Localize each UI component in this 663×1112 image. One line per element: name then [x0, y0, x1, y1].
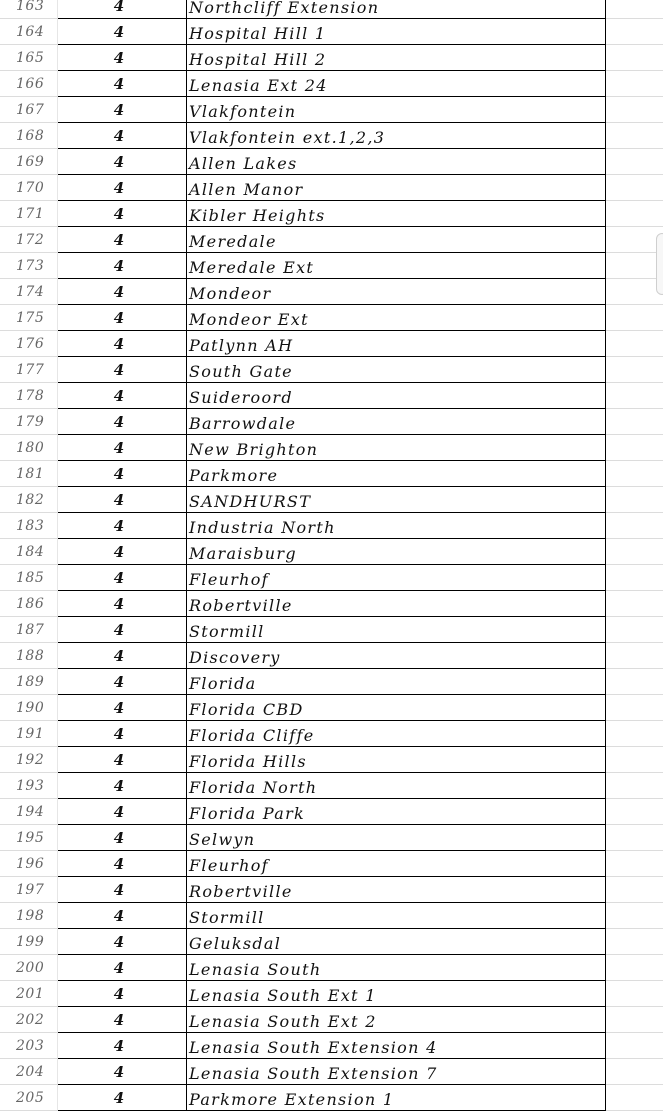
- region-cell[interactable]: 4: [58, 175, 187, 201]
- empty-cell[interactable]: [606, 565, 663, 591]
- region-cell[interactable]: 4: [58, 825, 187, 851]
- empty-cell[interactable]: [606, 747, 663, 773]
- suburb-name-cell[interactable]: Selwyn: [187, 825, 606, 851]
- region-cell[interactable]: 4: [58, 227, 187, 253]
- suburb-name-cell[interactable]: Florida Cliffe: [187, 721, 606, 747]
- suburb-name-cell[interactable]: Stormill: [187, 617, 606, 643]
- region-cell[interactable]: 4: [58, 513, 187, 539]
- table-row: [0, 253, 663, 279]
- empty-cell[interactable]: [606, 227, 663, 253]
- suburb-name-cell[interactable]: Florida Park: [187, 799, 606, 825]
- table-row: [0, 19, 663, 45]
- row-number[interactable]: 190: [0, 695, 58, 721]
- table-row: [0, 1033, 663, 1059]
- row-number[interactable]: 202: [0, 1007, 58, 1033]
- region-cell[interactable]: 4: [58, 955, 187, 981]
- row-number[interactable]: 171: [0, 201, 58, 227]
- row-number[interactable]: 178: [0, 383, 58, 409]
- row-number[interactable]: 186: [0, 591, 58, 617]
- row-number[interactable]: 183: [0, 513, 58, 539]
- row-number[interactable]: 191: [0, 721, 58, 747]
- suburb-name-cell[interactable]: Industria North: [187, 513, 606, 539]
- suburb-name-cell[interactable]: Fleurhof: [187, 851, 606, 877]
- table-row: [0, 227, 663, 253]
- row-number[interactable]: 193: [0, 773, 58, 799]
- region-cell[interactable]: 4: [58, 695, 187, 721]
- region-cell[interactable]: 4: [58, 851, 187, 877]
- suburb-name-cell[interactable]: Meredale Ext: [187, 253, 606, 279]
- suburb-name-cell[interactable]: Vlakfontein: [187, 97, 606, 123]
- suburb-name-cell[interactable]: Robertville: [187, 591, 606, 617]
- empty-cell[interactable]: [606, 539, 663, 565]
- region-cell[interactable]: 4: [58, 149, 187, 175]
- empty-cell[interactable]: [606, 487, 663, 513]
- table-row: [0, 71, 663, 97]
- table-row: [0, 201, 663, 227]
- table-row: [0, 669, 663, 695]
- empty-cell[interactable]: [606, 279, 663, 305]
- table-row: [0, 1085, 663, 1111]
- empty-cell[interactable]: [606, 201, 663, 227]
- suburb-name-cell[interactable]: South Gate: [187, 357, 606, 383]
- suburb-name-cell[interactable]: New Brighton: [187, 435, 606, 461]
- empty-cell[interactable]: [606, 175, 663, 201]
- region-cell[interactable]: 4: [58, 565, 187, 591]
- empty-cell[interactable]: [606, 695, 663, 721]
- table-row: [0, 851, 663, 877]
- empty-cell[interactable]: [606, 643, 663, 669]
- table-row: [0, 903, 663, 929]
- region-cell[interactable]: 4: [58, 617, 187, 643]
- empty-cell[interactable]: [606, 877, 663, 903]
- row-number[interactable]: 199: [0, 929, 58, 955]
- region-cell[interactable]: 4: [58, 71, 187, 97]
- table-row: [0, 305, 663, 331]
- region-cell[interactable]: 4: [58, 0, 187, 19]
- suburb-name-cell[interactable]: Lenasia Ext 24: [187, 71, 606, 97]
- empty-cell[interactable]: [606, 981, 663, 1007]
- suburb-name-cell[interactable]: Barrowdale: [187, 409, 606, 435]
- empty-cell[interactable]: [606, 669, 663, 695]
- row-number[interactable]: 198: [0, 903, 58, 929]
- table-row: [0, 409, 663, 435]
- table-row: [0, 279, 663, 305]
- empty-cell[interactable]: [606, 71, 663, 97]
- empty-cell[interactable]: [606, 19, 663, 45]
- suburb-name-cell[interactable]: Allen Manor: [187, 175, 606, 201]
- row-number[interactable]: 172: [0, 227, 58, 253]
- suburb-name-cell[interactable]: SANDHURST: [187, 487, 606, 513]
- table-row: [0, 773, 663, 799]
- row-number[interactable]: 167: [0, 97, 58, 123]
- table-row: [0, 513, 663, 539]
- table-row: [0, 97, 663, 123]
- table-row: [0, 981, 663, 1007]
- empty-cell[interactable]: [606, 591, 663, 617]
- empty-cell[interactable]: [606, 45, 663, 71]
- region-cell[interactable]: 4: [58, 123, 187, 149]
- table-row: [0, 825, 663, 851]
- suburb-name-cell[interactable]: Kibler Heights: [187, 201, 606, 227]
- row-number[interactable]: 168: [0, 123, 58, 149]
- row-number[interactable]: 187: [0, 617, 58, 643]
- suburb-name-cell[interactable]: Vlakfontein ext.1,2,3: [187, 123, 606, 149]
- suburb-name-cell[interactable]: Mondeor Ext: [187, 305, 606, 331]
- empty-cell[interactable]: [606, 357, 663, 383]
- empty-cell[interactable]: [606, 929, 663, 955]
- region-cell[interactable]: 4: [58, 279, 187, 305]
- table-row: [0, 799, 663, 825]
- suburb-name-cell[interactable]: Suideroord: [187, 383, 606, 409]
- region-cell[interactable]: 4: [58, 487, 187, 513]
- region-cell[interactable]: 4: [58, 97, 187, 123]
- region-cell[interactable]: 4: [58, 1007, 187, 1033]
- table-row: [0, 955, 663, 981]
- table-row: [0, 0, 663, 19]
- region-cell[interactable]: 4: [58, 19, 187, 45]
- empty-cell[interactable]: [606, 409, 663, 435]
- row-number[interactable]: 188: [0, 643, 58, 669]
- table-row: [0, 695, 663, 721]
- region-cell[interactable]: 4: [58, 669, 187, 695]
- empty-cell[interactable]: [606, 1007, 663, 1033]
- suburb-name-cell[interactable]: Hospital Hill 2: [187, 45, 606, 71]
- table-row: [0, 591, 663, 617]
- table-row: [0, 877, 663, 903]
- row-number[interactable]: 166: [0, 71, 58, 97]
- row-number[interactable]: 184: [0, 539, 58, 565]
- row-number[interactable]: 205: [0, 1085, 58, 1111]
- suburb-name-cell[interactable]: Lenasia South Extension 7: [187, 1059, 606, 1085]
- suburb-name-cell[interactable]: Florida North: [187, 773, 606, 799]
- suburb-name-cell[interactable]: Lenasia South Ext 1: [187, 981, 606, 1007]
- region-cell[interactable]: 4: [58, 981, 187, 1007]
- region-cell[interactable]: 4: [58, 331, 187, 357]
- table-row: [0, 45, 663, 71]
- region-cell[interactable]: 4: [58, 1059, 187, 1085]
- row-number[interactable]: 195: [0, 825, 58, 851]
- table-row: [0, 1007, 663, 1033]
- empty-cell[interactable]: [606, 149, 663, 175]
- region-cell[interactable]: 4: [58, 253, 187, 279]
- region-cell[interactable]: 4: [58, 357, 187, 383]
- row-number[interactable]: 200: [0, 955, 58, 981]
- empty-cell[interactable]: [606, 123, 663, 149]
- row-number[interactable]: 174: [0, 279, 58, 305]
- suburb-name-cell[interactable]: Maraisburg: [187, 539, 606, 565]
- suburb-name-cell[interactable]: Discovery: [187, 643, 606, 669]
- empty-cell[interactable]: [606, 721, 663, 747]
- region-cell[interactable]: 4: [58, 799, 187, 825]
- table-row: [0, 929, 663, 955]
- region-cell[interactable]: 4: [58, 461, 187, 487]
- table-row: [0, 383, 663, 409]
- table-row: [0, 331, 663, 357]
- table-row: [0, 721, 663, 747]
- suburb-name-cell[interactable]: Geluksdal: [187, 929, 606, 955]
- row-number[interactable]: 197: [0, 877, 58, 903]
- empty-cell[interactable]: [606, 97, 663, 123]
- row-number[interactable]: 192: [0, 747, 58, 773]
- region-cell[interactable]: 4: [58, 383, 187, 409]
- side-panel-handle[interactable]: [656, 233, 663, 295]
- region-cell[interactable]: 4: [58, 539, 187, 565]
- table-row: [0, 461, 663, 487]
- suburb-name-cell[interactable]: Florida Hills: [187, 747, 606, 773]
- suburb-name-cell[interactable]: Allen Lakes: [187, 149, 606, 175]
- row-number[interactable]: 201: [0, 981, 58, 1007]
- empty-cell[interactable]: [606, 825, 663, 851]
- empty-cell[interactable]: [606, 799, 663, 825]
- suburb-name-cell[interactable]: Meredale: [187, 227, 606, 253]
- empty-cell[interactable]: [606, 513, 663, 539]
- region-cell[interactable]: 4: [58, 721, 187, 747]
- row-number[interactable]: 179: [0, 409, 58, 435]
- suburb-name-cell[interactable]: Florida CBD: [187, 695, 606, 721]
- suburb-name-cell[interactable]: Fleurhof: [187, 565, 606, 591]
- row-number[interactable]: 169: [0, 149, 58, 175]
- row-number[interactable]: 204: [0, 1059, 58, 1085]
- table-row: [0, 123, 663, 149]
- region-cell[interactable]: 4: [58, 929, 187, 955]
- empty-cell[interactable]: [606, 1059, 663, 1085]
- empty-cell[interactable]: [606, 851, 663, 877]
- row-number[interactable]: 196: [0, 851, 58, 877]
- empty-cell[interactable]: [606, 1085, 663, 1111]
- empty-cell[interactable]: [606, 903, 663, 929]
- empty-cell[interactable]: [606, 955, 663, 981]
- row-number[interactable]: 180: [0, 435, 58, 461]
- region-cell[interactable]: 4: [58, 305, 187, 331]
- row-number[interactable]: 164: [0, 19, 58, 45]
- suburb-name-cell[interactable]: Lenasia South Ext 2: [187, 1007, 606, 1033]
- row-number[interactable]: 181: [0, 461, 58, 487]
- empty-cell[interactable]: [606, 461, 663, 487]
- table-row: [0, 617, 663, 643]
- suburb-name-cell[interactable]: Lenasia South Extension 4: [187, 1033, 606, 1059]
- empty-cell[interactable]: [606, 331, 663, 357]
- region-cell[interactable]: 4: [58, 903, 187, 929]
- region-cell[interactable]: 4: [58, 773, 187, 799]
- row-number[interactable]: 170: [0, 175, 58, 201]
- table-row: [0, 539, 663, 565]
- row-number[interactable]: 203: [0, 1033, 58, 1059]
- empty-cell[interactable]: [606, 305, 663, 331]
- empty-cell[interactable]: [606, 773, 663, 799]
- table-row: [0, 643, 663, 669]
- table-row: [0, 175, 663, 201]
- table-row: [0, 1059, 663, 1085]
- row-number[interactable]: 194: [0, 799, 58, 825]
- empty-cell[interactable]: [606, 0, 663, 19]
- row-number[interactable]: 165: [0, 45, 58, 71]
- suburb-name-cell[interactable]: Parkmore Extension 1: [187, 1085, 606, 1111]
- empty-cell[interactable]: [606, 383, 663, 409]
- empty-cell[interactable]: [606, 435, 663, 461]
- table-row: [0, 435, 663, 461]
- table-row: [0, 747, 663, 773]
- table-row: [0, 487, 663, 513]
- suburb-name-cell[interactable]: Robertville: [187, 877, 606, 903]
- row-number[interactable]: 177: [0, 357, 58, 383]
- suburb-name-cell[interactable]: Patlynn AH: [187, 331, 606, 357]
- region-cell[interactable]: 4: [58, 45, 187, 71]
- empty-cell[interactable]: [606, 253, 663, 279]
- table-row: [0, 565, 663, 591]
- empty-cell[interactable]: [606, 1033, 663, 1059]
- row-number[interactable]: 182: [0, 487, 58, 513]
- suburb-name-cell[interactable]: Florida: [187, 669, 606, 695]
- row-number[interactable]: 173: [0, 253, 58, 279]
- table-row: [0, 149, 663, 175]
- region-cell[interactable]: 4: [58, 1085, 187, 1111]
- row-number[interactable]: 185: [0, 565, 58, 591]
- row-number[interactable]: 163: [0, 0, 58, 19]
- row-number[interactable]: 175: [0, 305, 58, 331]
- row-number[interactable]: 176: [0, 331, 58, 357]
- suburb-name-cell[interactable]: Hospital Hill 1: [187, 19, 606, 45]
- table-row: [0, 357, 663, 383]
- region-cell[interactable]: 4: [58, 591, 187, 617]
- suburb-name-cell[interactable]: Lenasia South: [187, 955, 606, 981]
- empty-cell[interactable]: [606, 617, 663, 643]
- suburb-name-cell[interactable]: Northcliff Extension: [187, 0, 606, 19]
- region-cell[interactable]: 4: [58, 201, 187, 227]
- region-cell[interactable]: 4: [58, 747, 187, 773]
- suburb-name-cell[interactable]: Mondeor: [187, 279, 606, 305]
- region-cell[interactable]: 4: [58, 1033, 187, 1059]
- region-cell[interactable]: 4: [58, 643, 187, 669]
- row-number[interactable]: 189: [0, 669, 58, 695]
- region-cell[interactable]: 4: [58, 409, 187, 435]
- suburb-name-cell[interactable]: Stormill: [187, 903, 606, 929]
- suburb-name-cell[interactable]: Parkmore: [187, 461, 606, 487]
- region-cell[interactable]: 4: [58, 877, 187, 903]
- region-cell[interactable]: 4: [58, 435, 187, 461]
